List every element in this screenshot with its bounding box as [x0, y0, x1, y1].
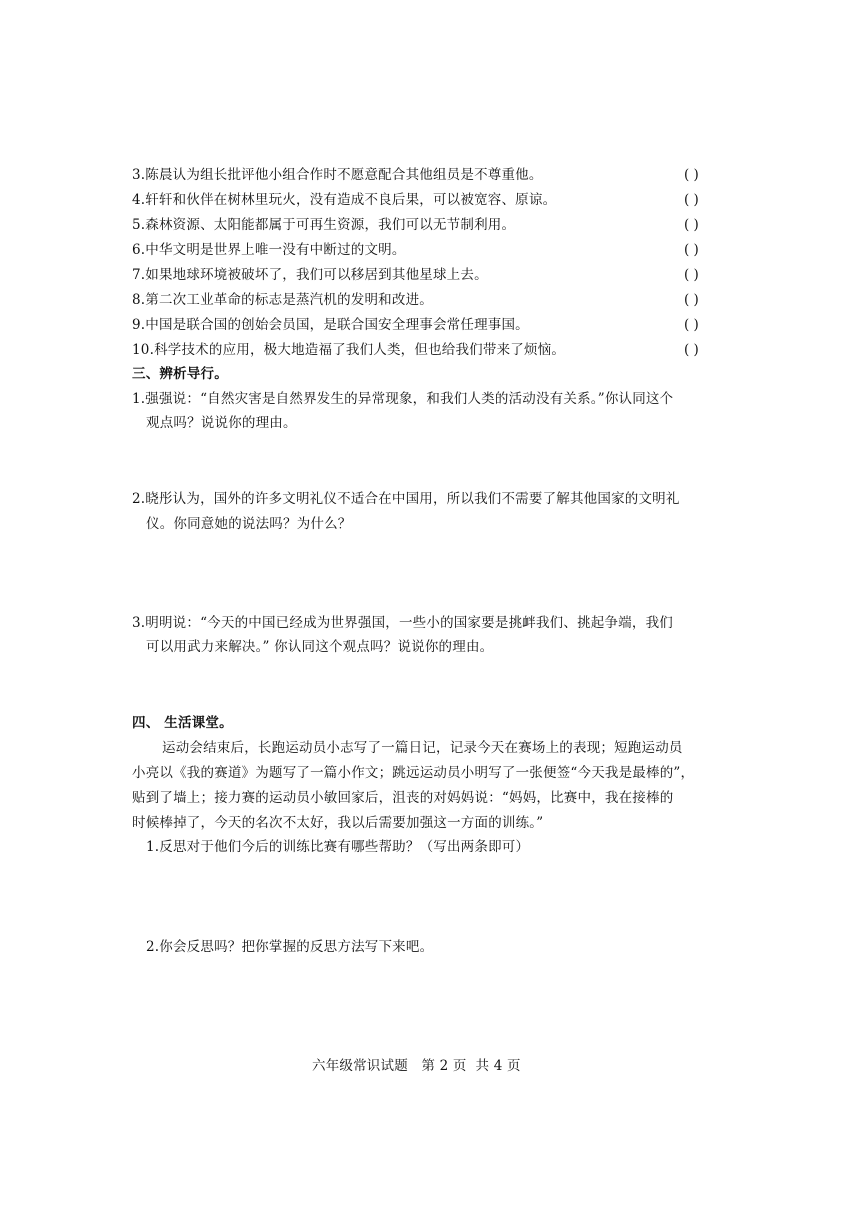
answer-blank-10[interactable]: ( ) — [684, 342, 699, 358]
answer-blank-4[interactable]: ( ) — [684, 192, 699, 208]
section-3-question-1-line-1: 1.强强说：“自然灾害是自然界发生的异常现象，和我们人类的活动没有关系。”你认同这个 — [132, 391, 674, 407]
judgment-item-8: 8.第二次工业革命的标志是蒸汽机的发明和改进。 — [132, 292, 433, 308]
section-3-question-2-line-2: 仪。你同意她的说法吗？为什么？ — [146, 516, 352, 532]
judgment-item-10: 10.科学技术的应用，极大地造福了我们人类，但也给我们带来了烦恼。 — [132, 342, 566, 358]
section-4-title: 四、 生活课堂。 — [132, 715, 233, 731]
section-4-question-1: 1.反思对于他们今后的训练比赛有哪些帮助？（写出两条即可） — [146, 839, 530, 855]
section-3-question-1-line-2: 观点吗？说说你的理由。 — [146, 415, 297, 431]
section-3-title: 三、辨析导行。 — [132, 366, 228, 382]
answer-blank-3[interactable]: ( ) — [684, 167, 699, 183]
section-4-paragraph-line-3: 贴到了墙上；接力赛的运动员小敏回家后，沮丧的对妈妈说：“妈妈，比赛中，我在接棒的 — [132, 790, 674, 806]
answer-blank-5[interactable]: ( ) — [684, 217, 699, 233]
section-3-question-3-line-1: 3.明明说：“今天的中国已经成为世界强国，一些小的国家要是挑衅我们、挑起争端，我们 — [132, 615, 673, 631]
judgment-item-4: 4.轩轩和伙伴在树林里玩火，没有造成不良后果，可以被宽容、原谅。 — [132, 192, 557, 208]
page-footer: 六年级常识试题 第 2 页 共 4 页 — [312, 1058, 521, 1074]
section-4-paragraph-line-1: 运动会结束后，长跑运动员小志写了一篇日记，记录今天在赛场上的表现；短跑运动员 — [162, 740, 683, 756]
answer-blank-6[interactable]: ( ) — [684, 242, 699, 258]
section-4-paragraph-line-2: 小亮以《我的赛道》为题写了一篇小作文；跳远运动员小明写了一张便签“今天我是最棒的”， — [132, 765, 695, 781]
judgment-item-3: 3.陈晨认为组长批评他小组合作时不愿意配合其他组员是不尊重他。 — [132, 167, 543, 183]
answer-blank-8[interactable]: ( ) — [684, 292, 699, 308]
judgment-item-7: 7.如果地球环境被破坏了，我们可以移居到其他星球上去。 — [132, 267, 488, 283]
judgment-item-9: 9.中国是联合国的创始会员国，是联合国安全理事会常任理事国。 — [132, 317, 529, 333]
section-4-paragraph-line-4: 时候棒掉了，今天的名次不太好，我以后需要加强这一方面的训练。” — [132, 815, 544, 831]
section-3-question-3-line-2: 可以用武力来解决。” 你认同这个观点吗？说说你的理由。 — [146, 639, 494, 655]
answer-blank-7[interactable]: ( ) — [684, 267, 699, 283]
section-3-question-2-line-1: 2.晓彤认为，国外的许多文明礼仪不适合在中国用，所以我们不需要了解其他国家的文明礼 — [132, 491, 680, 507]
section-4-question-2: 2.你会反思吗？把你掌握的反思方法写下来吧。 — [146, 939, 434, 955]
judgment-item-5: 5.森林资源、太阳能都属于可再生资源，我们可以无节制利用。 — [132, 217, 516, 233]
answer-blank-9[interactable]: ( ) — [684, 317, 699, 333]
judgment-item-6: 6.中华文明是世界上唯一没有中断过的文明。 — [132, 242, 406, 258]
